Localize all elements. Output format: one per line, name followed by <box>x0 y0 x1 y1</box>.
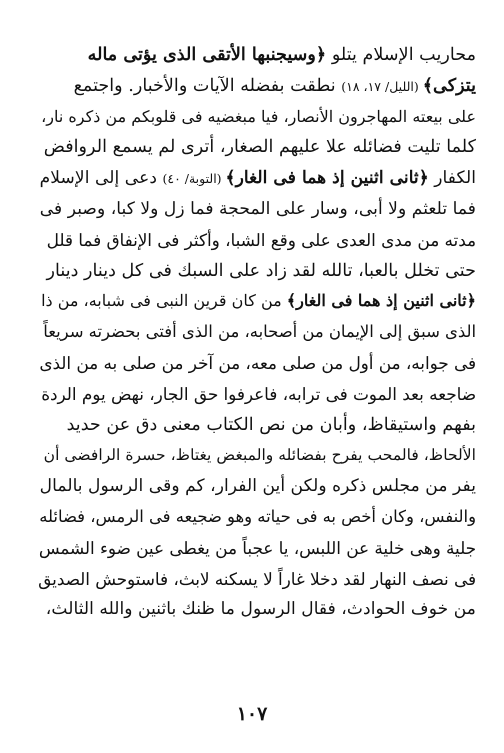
text-line <box>38 502 476 533</box>
text-line <box>38 594 476 625</box>
text-run: جلية وهى خلية عن اللبس، يا عجباً من يغطى عين ضوء الشمس <box>38 537 476 558</box>
text-run: من كان قرين النبى فى شبابه، من ذا <box>41 291 287 311</box>
text-line <box>38 410 476 441</box>
text-run: دعى إلى الإسلام <box>39 168 163 189</box>
quran-verse: يتزكى﴾ <box>422 74 476 96</box>
quran-verse: ﴿ثانى اثنين إذ هما فى الغار﴾ <box>286 291 476 311</box>
text-run: نطقت بفضله الآيات والأخبار. واجتمع <box>73 75 342 96</box>
text-line <box>38 348 476 379</box>
quran-verse: ﴿ثانى اثنين إذ هما فى الغار﴾ <box>225 168 429 189</box>
text-run: والنفس، وكان أخص به فى حياته وهو ضجيعه فى الرمس، فضائله <box>39 506 476 526</box>
text-run: محاريب الإسلام يتلو <box>326 45 476 65</box>
text-line <box>38 132 476 163</box>
text-run: فى جوابه، من أول من صلى معه، من آخر من صلى به من الذى <box>39 352 476 373</box>
text-line <box>38 256 476 287</box>
text-line <box>38 225 476 256</box>
text-run: الألحاظ، فالمحب يفرح بفضائله والمبغض يغتاظ، حسرة الرافضى أن <box>43 446 476 465</box>
text-line <box>38 564 476 595</box>
text-run: بفهم واستيقاظ، وأبان من نص الكتاب معنى دق عن حديد <box>66 414 476 435</box>
text-run: يفر من مجلس ذكره ولكن أين الفرار، كم وقى الرسول بالمال <box>39 476 476 497</box>
text-run: فما تلعثم ولا أبى، وسار على المحجة فما زل ولا كبا، وصبر فى <box>39 198 476 219</box>
body-text <box>38 40 476 625</box>
text-run: الكفار <box>428 168 476 189</box>
text-run: كلما تليت فضائله علا عليهم الصغار، أترى لم يسمع الروافض <box>43 137 476 158</box>
verse-reference: (التوبة/ ٤٠) <box>162 171 226 187</box>
text-run: الذى سبق إلى الإيمان من أصحابه، من الذى أفتى بحضرته سريعاً <box>43 322 476 342</box>
text-run: حتى تخلل بالعبا، تالله لقد زاد على السبك فى كل دينار دينار <box>46 260 476 281</box>
text-run: من خوف الحوادث، فقال الرسول ما ظنك باثنين والله الثالث، <box>45 599 476 620</box>
text-line <box>38 317 476 348</box>
text-line <box>38 194 476 225</box>
text-line <box>38 533 476 564</box>
text-run: فى نصف النهار لقد دخلا غاراً لا يسكنه لابث، فاستوحش الصديق <box>38 568 476 589</box>
text-line <box>38 163 476 194</box>
text-line <box>38 379 476 410</box>
text-run: مدته من مدى العدى على وقع الشبا، وأكثر فى الإنفاق فما قلل <box>46 229 476 250</box>
text-line <box>38 471 476 502</box>
text-line <box>38 286 476 317</box>
text-line <box>38 40 476 71</box>
quran-verse: ﴿وسيجنبها الأتقى الذى يؤتى ماله <box>87 44 327 65</box>
text-run: ضاجعه بعد الموت فى ترابه، فاعرفوا حق الجار، نهض يوم الردة <box>41 383 476 404</box>
text-run: على بيعته المهاجرون الأنصار، فيا مبغضيه فى قلوبكم من ذكره نار، <box>41 106 476 126</box>
text-line <box>38 71 476 102</box>
text-line <box>38 440 476 471</box>
page-number: ١٠٧ <box>236 703 268 725</box>
verse-reference: (الليل/ ١٧، ١٨) <box>341 78 423 94</box>
text-line <box>38 102 476 133</box>
